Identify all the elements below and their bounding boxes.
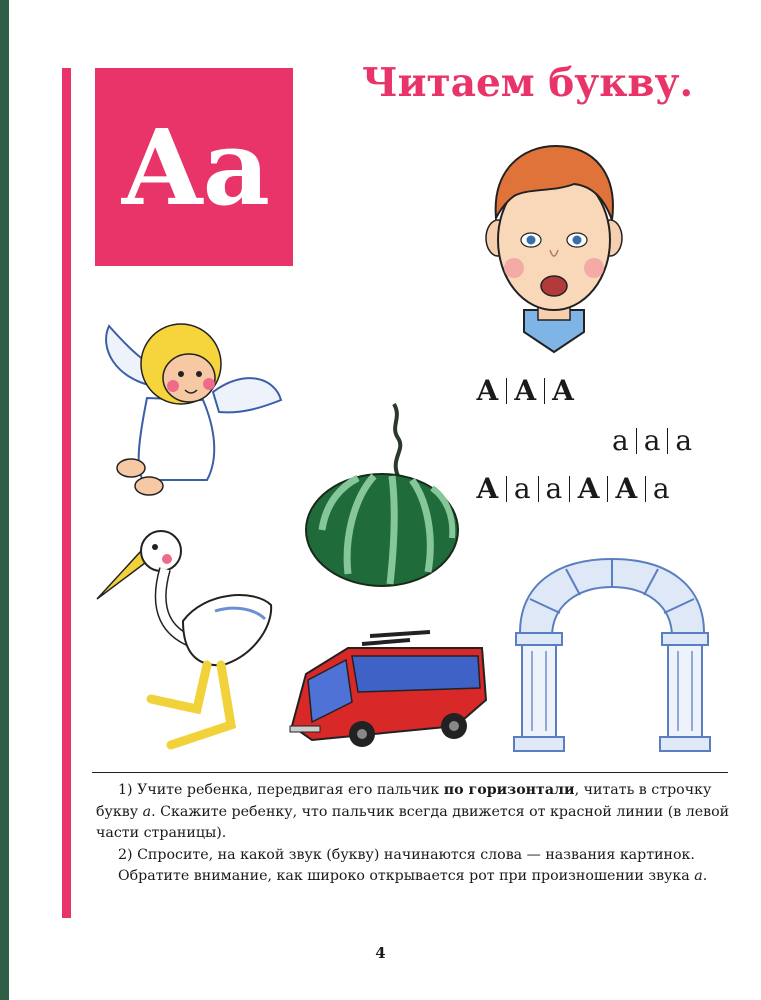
letter: А [615, 472, 638, 505]
instruction-2: 2) Спросите, на какой звук (букву) начинаются слова — названия картинок. [118, 846, 695, 863]
angel-icon [95, 308, 285, 498]
page-edge-strip [0, 0, 9, 1000]
boy-head-icon [484, 140, 624, 355]
letter: а [643, 424, 661, 457]
trolleybus-icon [286, 630, 492, 750]
letter-row-2 [612, 424, 692, 457]
letter: А [577, 472, 601, 505]
letter: а [652, 472, 670, 505]
instruction-3: Обратите внимание, как широко открывается рот при произношении звука а. [118, 868, 708, 884]
letter: А [476, 472, 499, 505]
letter: А [513, 374, 537, 407]
instructions [96, 780, 736, 888]
letter: а [675, 424, 693, 457]
page-number: 4 [375, 944, 386, 962]
letter-row-1 [476, 374, 574, 407]
letter: А [551, 374, 575, 407]
letter-row-3 [476, 472, 670, 505]
instruction-1: 1) Учите ребенка, передвигая его пальчик по горизонтали, читать в строчку букву а. Скажите ребенку, что пальчик всегда движется от красной линии (в левой части страницы). [96, 782, 730, 841]
letter: а [545, 472, 563, 505]
stork-icon [95, 515, 285, 760]
arch-icon [512, 555, 712, 755]
letter-block: Аа [95, 68, 293, 266]
letter: а [612, 424, 629, 457]
watermelon-icon [302, 398, 462, 588]
letter: а [513, 472, 531, 505]
red-margin-line [62, 68, 71, 918]
divider [92, 772, 728, 773]
letter: А [476, 374, 499, 407]
page-title: Читаем букву. [362, 60, 694, 106]
